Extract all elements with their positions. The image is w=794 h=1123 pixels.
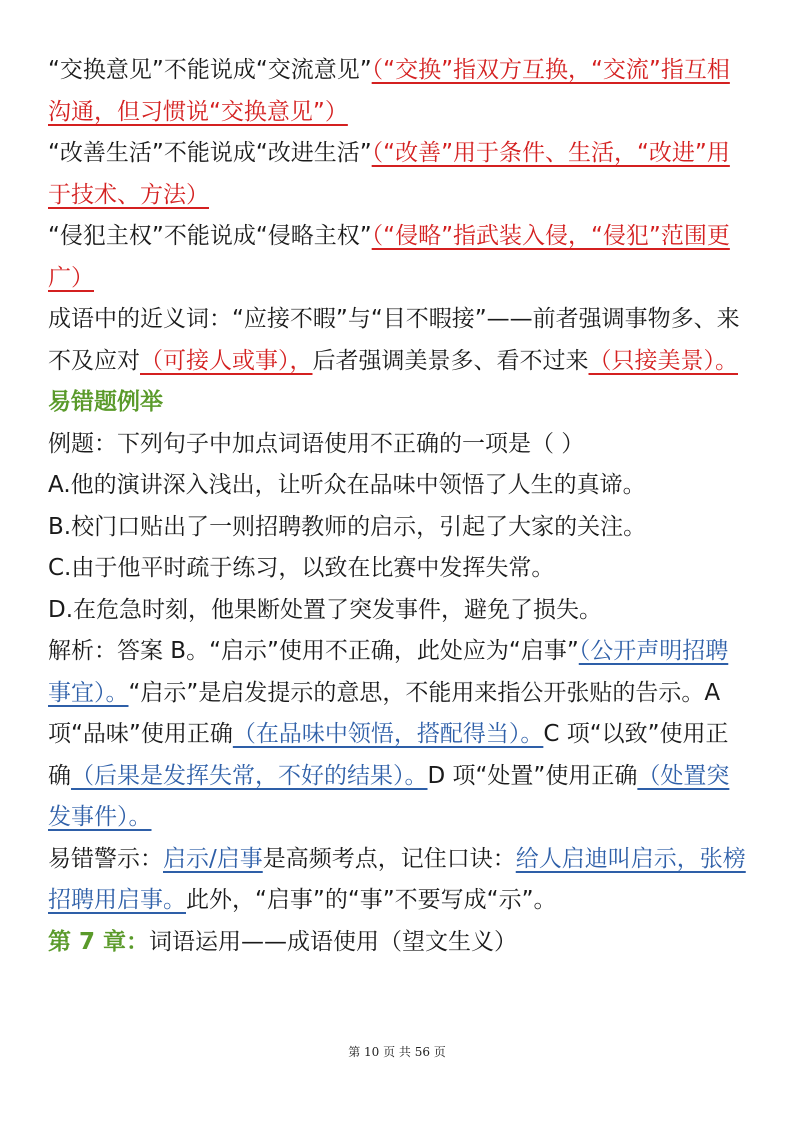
analysis-paragraph [48,631,748,839]
rule-paragraph [48,133,748,216]
document-body [48,50,748,963]
warning-paragraph [48,839,748,922]
analysis-note: （在品味中领悟，搭配得当）。 [232,721,544,747]
rule-text: “交换意见”不能说成“交流意见” [48,57,372,83]
question-stem: 例题：下列句子中加点词语使用不正确的一项是（ ） [48,430,585,457]
rule-text: “改善生活”不能说成“改进生活” [48,140,372,166]
rule-paragraph [48,216,748,299]
section-heading: 易错题例举 [48,389,163,415]
page-footer: 第 10 页 共 56 页 [348,1045,446,1059]
idiom-note: （只接美景）。 [588,347,738,374]
chapter-label: 第 7 章： [48,928,150,955]
rule-text: “侵犯主权”不能说成“侵略主权” [48,223,372,249]
warning-text: 此外，“启事”的“事”不要写成“示”。 [186,887,557,913]
rule-note: （“侵略”指武装入侵，“侵犯”范围更广） [48,223,730,291]
idiom-text: 后者强调美景多、看不过来 [312,347,589,374]
option-b: B.校门口贴出了一则招聘教师的启示，引起了大家的关注。 [48,513,647,540]
analysis-text: D 项“处置”使用正确 [427,762,638,789]
chapter-title: 词语运用——成语使用（望文生义） [149,928,518,955]
idiom-paragraph [48,299,748,382]
rule-note: （“改善”用于条件、生活，“改进”用于技术、方法） [48,140,730,208]
analysis-note: （后果是发挥失常，不好的结果）。 [71,762,428,789]
analysis-text: “启示”是启发提示的意思，不能用来指公开张贴的告示。A 项“品味”使用正确 [48,679,721,747]
option-a: A.他的演讲深入浅出，让听众在品味中领悟了人生的真谛。 [48,472,646,498]
warning-note: 启示/启事 [163,845,263,872]
warning-text: 易错警示： [48,845,163,872]
analysis-text: C 项“以致”使用正确 [48,721,729,789]
warning-note: 给人启迪叫启示，张榜招聘用启事。 [48,845,746,913]
option-d: D.在危急时刻，他果断处置了突发事件，避免了损失。 [48,596,603,623]
rule-paragraph [48,50,748,133]
analysis-note: （公开声明招聘事宜）。 [48,638,729,706]
analysis-note: （处置突发事件）。 [48,762,730,830]
warning-text: 是高频考点，记住口诀： [262,845,516,872]
rule-note: （“交换”指双方互换，“交流”指互相沟通，但习惯说“交换意见”） [48,57,730,125]
analysis-text: 解析：答案 B。“启示”使用不正确，此处应为“启事” [48,638,579,664]
idiom-note: （可接人或事）， [140,347,313,374]
option-c: C.由于他平时疏于练习，以致在比赛中发挥失常。 [48,555,555,581]
chapter-heading [48,922,748,964]
idiom-text: 成语中的近义词：“应接不暇”与“目不暇接”——前者强调事物多、来不及应对 [48,306,740,374]
